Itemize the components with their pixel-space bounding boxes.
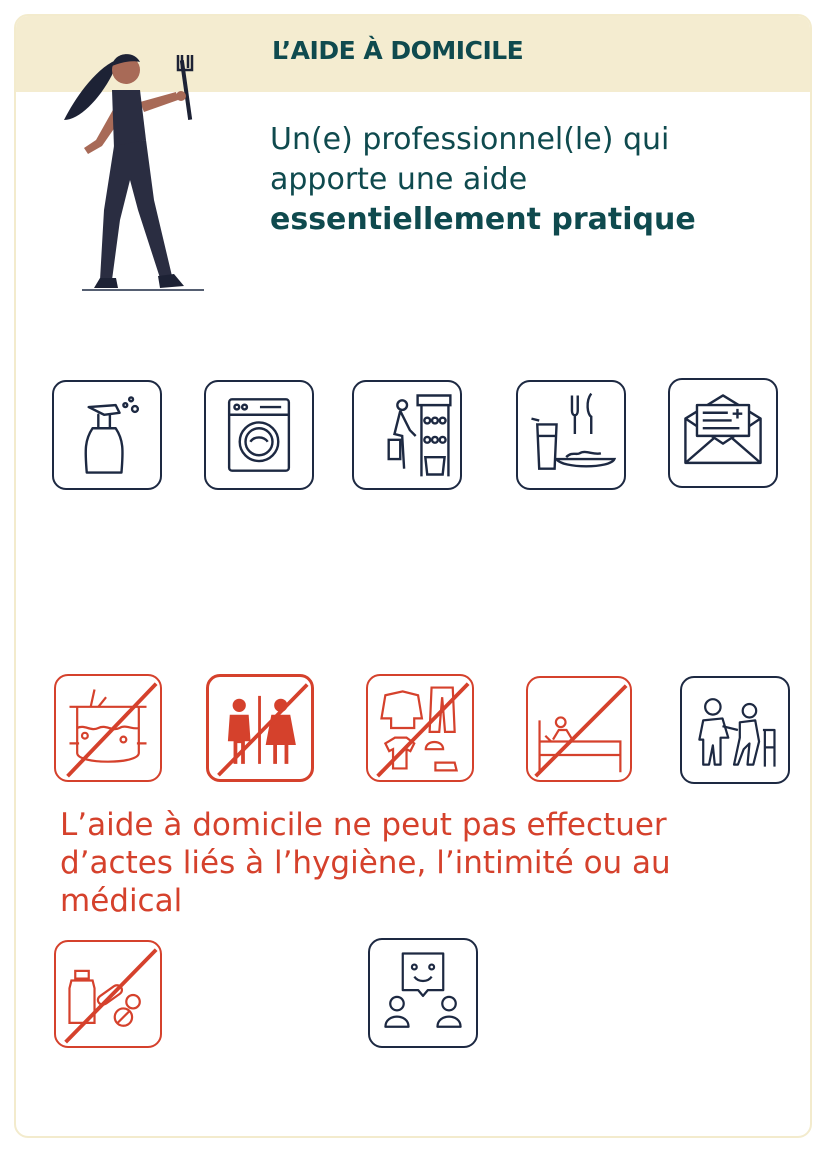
meal-icon — [516, 380, 626, 490]
conversation-icon — [368, 938, 478, 1048]
intro-line-1: Un(e) professionnel(le) qui — [270, 122, 670, 157]
warning-text: L’aide à domicile ne peut pas effectuer d’actes liés à l’hygiène, l’intimité ou au médical — [60, 807, 671, 919]
spray-bottle-icon — [52, 380, 162, 490]
walking-assistance-icon — [680, 676, 790, 784]
intro-line-2: apporte une aide — [270, 162, 528, 197]
bed-icon — [526, 676, 632, 782]
toilet-icon — [206, 674, 314, 782]
mail-letter-icon — [668, 378, 778, 488]
page-title: L’AIDE À DOMICILE — [272, 36, 524, 65]
intro-text — [270, 120, 790, 240]
washing-machine-icon — [204, 380, 314, 490]
clothing-icon — [366, 674, 474, 782]
pot-cooking-icon — [54, 674, 162, 782]
medication-icon — [54, 940, 162, 1048]
info-card — [14, 14, 812, 1138]
woman-cleaning-illustration — [54, 30, 204, 292]
shopping-market-icon — [352, 380, 462, 490]
intro-emphasis: essentiellement pratique — [270, 202, 696, 237]
